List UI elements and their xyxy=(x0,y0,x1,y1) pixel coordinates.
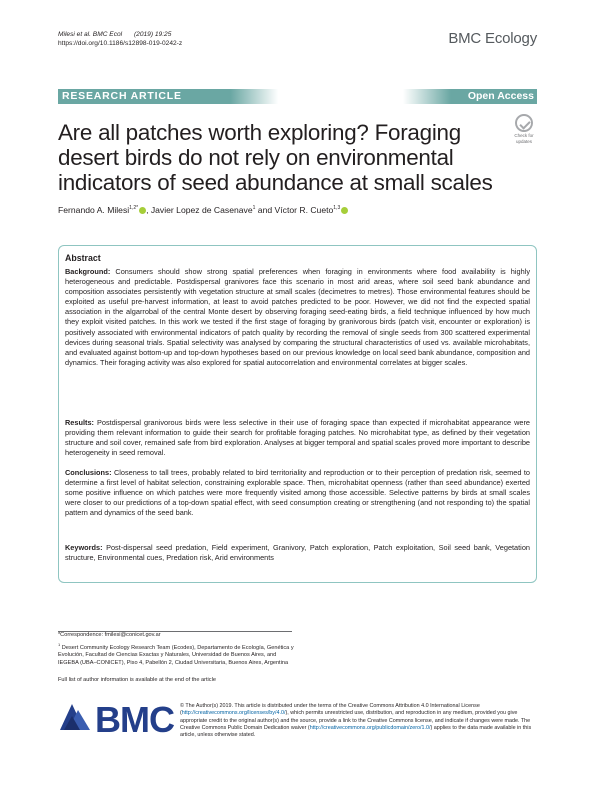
journal-name: BMC Ecology xyxy=(448,30,537,47)
author-name[interactable]: Víctor R. Cueto xyxy=(274,205,334,215)
abstract-background xyxy=(65,267,530,368)
check-for-updates-badge[interactable] xyxy=(510,114,538,144)
public-domain-link[interactable]: http://creativecommons.org/publicdomain/zero/1.0/ xyxy=(309,724,431,731)
check-for-updates-line1: Check for xyxy=(514,133,534,138)
abstract-keywords xyxy=(65,543,530,563)
author-info-note: Full list of author information is available at the end of the article xyxy=(58,677,216,683)
open-access-label: Open Access xyxy=(467,90,534,102)
background-label: Background: xyxy=(65,267,111,276)
author-name[interactable]: Javier Lopez de Casenave xyxy=(150,205,253,215)
author-affiliation-sup: 1,3 xyxy=(333,205,341,211)
results-text: Postdispersal granivorous birds were less selective in their use of foraging space than expected if microhabitat appearance were providing them relevant information to guide their search for profitable foraging patches. No microhabitat type, as defined by their vegetation structure and soil cover, remained safe from bird exploration. Analyses at bigger temporal and spatial scales proved more important to describe heterogeneity in seed removal. xyxy=(65,418,530,458)
citation-year: (2019) 19:25 xyxy=(133,31,172,38)
doi-link[interactable]: https://doi.org/10.1186/s12898-019-0242-z xyxy=(58,40,183,47)
article-title: Are all patches worth exploring? Foraging desert birds do not rely on environmental indicators of seed abundance at small scales xyxy=(58,120,493,195)
author-affiliation-sup: 1 xyxy=(252,205,256,211)
author-name[interactable]: Fernando A. Milesi xyxy=(58,205,130,215)
abstract-results xyxy=(65,418,530,458)
orcid-icon[interactable] xyxy=(139,207,146,214)
bmc-logo-icon xyxy=(58,700,92,734)
running-citation xyxy=(58,30,182,48)
correspondence-note[interactable]: *Correspondence: fmilesi@conicet.gov.ar xyxy=(58,632,161,638)
author-list: Fernando A. Milesi$^{1,2*}$ , Javier Lopez de Casenave$^1$ and Víctor R. Cueto$^{1,3}$ xyxy=(58,205,348,215)
affiliation-text: Desert Community Ecology Research Team (Ecodes), Departamento de Ecología, Genética y Evolución, Facultad de Ciencias Exactas y Naturales, Universidad de Buenos Aires, and IEGEBA (UBA–CONICET), Piso 4, Pabellón 2, Ciudad Universitaria, Buenos Aires, Argentina xyxy=(58,644,294,666)
license-text-3: ) applies to the data made available in this article, unless otherwise stated. xyxy=(180,724,532,739)
author-affiliation-sup: 1,2* xyxy=(129,205,139,211)
orcid-icon[interactable] xyxy=(341,207,348,214)
article-type-label: RESEARCH ARTICLE xyxy=(62,90,182,102)
affiliation-note xyxy=(58,641,298,667)
abstract-heading: Abstract xyxy=(65,253,101,263)
conclusions-label: Conclusions: xyxy=(65,468,112,477)
background-text: Consumers should show strong spatial preferences when foraging in environments where food availability is highly heterogeneous and predictable. Postdispersal granivores face this scenario in most arid areas, where soil seed bank abundance and composition associates persistently with vegetation structure at small scales (decimetres to metres). Those environmental features should be exploited as useful pre-harvest information, at least to avoid patches predicted to be poor. However, we did not find the expected spatial association in the algarrobal of the central Monte desert by observing foraging seed-eating birds, a field technique influenced by how much they exploit visited patches. In this work we tested if the first stage of foraging by granivorous birds (patch visit, encounter or exploration) is positively associated with environmental indicators of patch quality by recording the removal of single seeds from 300 scattered experimental devices during seasonal trials. Spatial selectivity was analysed by comparing the structural characteristics of used vs. available microhabitats, and evaluated against bottom-up and top-down hypotheses based on our previous knowledge on local seed bank abundance, composition and dynamics. Their foraging activity was also explored for spatial autocorrelation and environmental correlates at bigger scales. xyxy=(65,267,530,367)
license-link[interactable]: http://creativecommons.org/licenses/by/4.0/ xyxy=(181,710,286,717)
check-for-updates-icon xyxy=(515,114,533,132)
keywords-text: Post-dispersal seed predation, Field experiment, Granivory, Patch exploration, Patch exploitation, Soil seed bank, Vegetation structure, Environmental cues, Predation risk, Arid environments xyxy=(65,543,530,563)
abstract-conclusions xyxy=(65,468,530,518)
license-statement xyxy=(180,703,537,739)
conclusions-text: Closeness to tall trees, probably related to bird territoriality and reproduction or to their perception of predation risk, seemed to determine a first level of habitat selection, constraining explorable space. Then, microhabitat openness (rather than seed abundance) exerted some positive influence on which patches were more frequently visited among those accessible. Selective patterns by birds at small scales were closer to our predictions of a top-down spatial effect, with seed consumption creating or strengthening (and not responding to) the spatial pattern and dynamics of the seed bank. xyxy=(65,468,530,518)
license-text-2: ), which permits unrestricted use, distribution, and reproduction in any medium, provided you give appropriate credit to the original author(s) and the source, provide a link to the Creative Commons license, and indicate if changes were made. The Creative Commons Public Domain Dedication waiver ( xyxy=(180,710,531,731)
results-label: Results: xyxy=(65,418,94,427)
check-for-updates-line2: updates xyxy=(515,139,532,144)
bmc-logo-text: BMC xyxy=(95,699,174,740)
affiliation-sup: 1 xyxy=(58,642,61,647)
citation-journal: Milesi et al. BMC Ecol xyxy=(58,31,123,38)
license-text-1: © The Author(s) 2019. This article is distributed under the terms of the Creative Commons Attribution 4.0 International License ( xyxy=(180,703,480,717)
keywords-label: Keywords: xyxy=(65,543,103,552)
